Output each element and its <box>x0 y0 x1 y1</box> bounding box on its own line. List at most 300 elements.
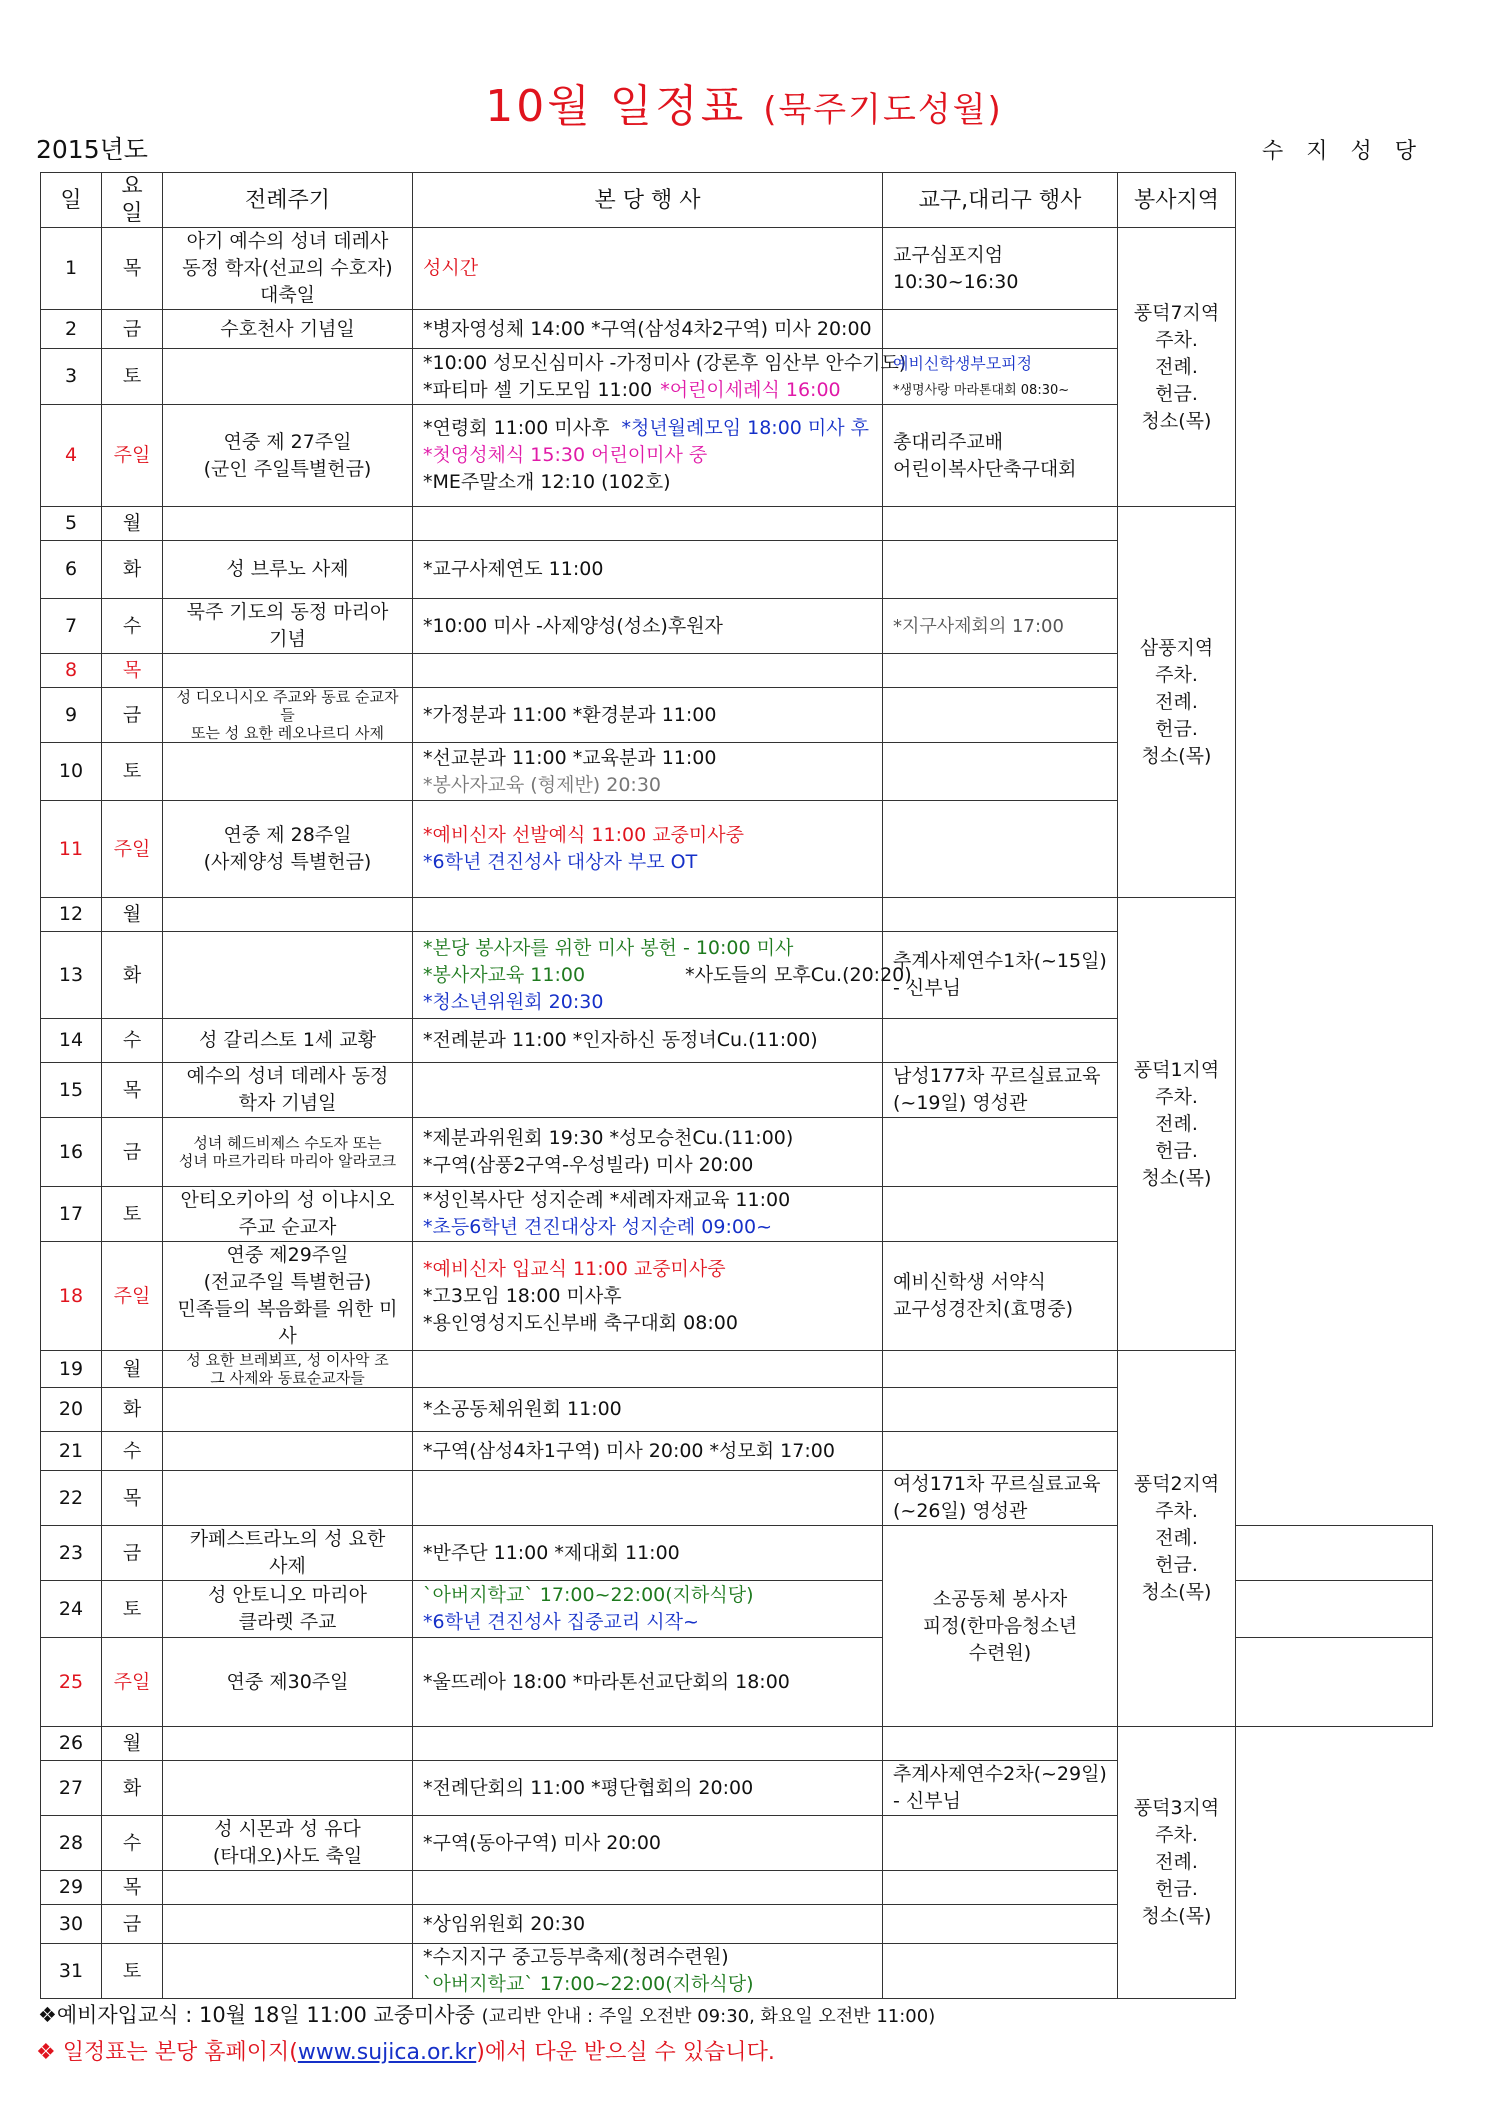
day-cell: 14 <box>41 1019 102 1063</box>
event-line: *어린이세례식 16:00 <box>660 378 841 401</box>
service-duty: 청소(목) <box>1141 1166 1212 1189</box>
service-duty: 주차. <box>1155 1085 1198 1108</box>
liturgy-cell <box>163 1118 413 1187</box>
liturgy-line: 성 갈리스토 1세 교황 <box>198 1029 377 1051</box>
day-cell: 10 <box>41 743 102 801</box>
liturgy-line: 연중 제 27주일 <box>223 430 352 453</box>
parish-events-cell <box>413 1242 883 1351</box>
diocese-events-cell <box>883 599 1118 654</box>
event-line: 성시간 <box>423 257 479 279</box>
day-cell: 5 <box>41 507 102 541</box>
diocese-events-cell <box>883 1063 1118 1118</box>
parish-events-cell <box>413 599 883 654</box>
event-line: *구역(삼성4차1구역) 미사 20:00 *성모회 17:00 <box>423 1439 835 1462</box>
weekday-cell: 목 <box>102 1471 163 1526</box>
weekday-cell: 목 <box>102 654 163 688</box>
liturgy-line: (사제양성 특별헌금) <box>203 851 372 873</box>
parish-events-cell <box>413 1187 883 1242</box>
liturgy-line: (군인 주일특별헌금) <box>203 457 372 480</box>
service-area-cell <box>1118 507 1236 898</box>
parish-events-cell <box>413 1871 883 1905</box>
liturgy-line: 성 시몬과 성 유다 <box>214 1818 361 1840</box>
event-line: *전례단회의 11:00 *평단협회의 20:00 <box>423 1776 754 1799</box>
diocese-events-cell <box>883 801 1118 898</box>
diocese-events-cell <box>883 1944 1118 1999</box>
day-cell: 18 <box>41 1242 102 1351</box>
parish-events-cell <box>413 1019 883 1063</box>
diocese-events-cell <box>1236 1581 1433 1638</box>
diocese-events-cell <box>883 349 1118 405</box>
header-service-area: 봉사지역 <box>1118 173 1236 228</box>
day-cell: 20 <box>41 1388 102 1432</box>
diocese-line: 추계사제연수1차(~15일) <box>893 950 1107 972</box>
diocese-events-cell <box>883 932 1118 1019</box>
liturgy-cell <box>163 1242 413 1351</box>
liturgy-line: 클라렛 주교 <box>238 1611 337 1633</box>
parish-events-cell <box>413 349 907 405</box>
diocese-events-cell <box>883 1351 1118 1388</box>
service-duty: 헌금. <box>1155 1139 1198 1162</box>
liturgy-cell <box>163 743 413 801</box>
footer-download-prefix: ❖ 일정표는 본당 홈페이지( <box>36 2040 298 2065</box>
liturgy-cell <box>163 1187 413 1242</box>
weekday-cell: 금 <box>102 1526 163 1581</box>
event-line-group <box>423 415 872 442</box>
liturgy-cell <box>163 1761 413 1816</box>
liturgy-cell <box>163 1905 413 1944</box>
day-cell: 9 <box>41 688 102 743</box>
event-line: *전례분과 11:00 *인자하신 동정녀Cu.(11:00) <box>423 1029 818 1051</box>
event-line: *구역(삼풍2구역-우성빌라) 미사 20:00 <box>423 1154 754 1176</box>
liturgy-cell <box>163 349 413 405</box>
liturgy-line: 연중 제30주일 <box>226 1670 349 1693</box>
diocese-line: 예비신학생부모피정 <box>893 353 1033 373</box>
service-duty: 전례. <box>1155 690 1198 713</box>
day-cell: 15 <box>41 1063 102 1118</box>
header-diocese-events: 교구,대리구 행사 <box>883 173 1118 228</box>
header-liturgy: 전례주기 <box>163 173 413 228</box>
event-line: *고3모임 18:00 미사후 <box>423 1284 622 1307</box>
liturgy-cell <box>163 1471 413 1526</box>
parish-events-cell <box>413 1526 883 1581</box>
day-cell: 1 <box>41 228 102 310</box>
event-line: *사도들의 모후Cu.(20:20) <box>685 963 912 986</box>
liturgy-cell <box>163 1432 413 1471</box>
day-cell: 11 <box>41 801 102 898</box>
liturgy-line: (타대오)사도 축일 <box>212 1845 363 1867</box>
diocese-events-cell <box>883 688 1118 743</box>
parish-events-cell <box>413 310 883 349</box>
liturgy-cell <box>163 1581 413 1638</box>
service-duty: 주차. <box>1155 328 1198 351</box>
parish-events-cell <box>413 1761 883 1816</box>
parish-events-cell <box>413 654 883 688</box>
title-main: 10월 일정표 <box>485 81 747 132</box>
weekday-cell: 주일 <box>102 405 163 507</box>
day-cell: 28 <box>41 1816 102 1871</box>
weekday-cell: 금 <box>102 688 163 743</box>
parish-events-cell <box>413 1727 883 1761</box>
weekday-cell: 화 <box>102 1388 163 1432</box>
diocese-events-cell <box>883 1871 1118 1905</box>
diocese-events-cell <box>883 405 1118 507</box>
event-line-group <box>423 377 872 404</box>
day-cell: 26 <box>41 1727 102 1761</box>
weekday-cell: 금 <box>102 1905 163 1944</box>
parish-events-cell <box>413 801 883 898</box>
event-line: *구역(동아구역) 미사 20:00 <box>423 1831 661 1854</box>
church-name: 수 지 성 당 <box>1262 139 1424 164</box>
diocese-events-cell <box>883 1019 1118 1063</box>
weekday-cell: 토 <box>102 743 163 801</box>
header-day: 일 <box>41 173 102 228</box>
schedule-body <box>41 228 1433 1999</box>
weekday-cell: 목 <box>102 1063 163 1118</box>
service-area-name: 풍덕7지역 <box>1133 301 1220 324</box>
diocese-events-cell <box>883 1761 1118 1816</box>
service-duty: 헌금. <box>1155 1878 1198 1900</box>
event-line: *수지지구 중고등부축제(청려수련원) <box>423 1946 729 1968</box>
diocese-events-cell <box>883 1118 1118 1187</box>
day-cell: 30 <box>41 1905 102 1944</box>
liturgy-line: 학자 기념일 <box>238 1092 337 1114</box>
service-area-cell <box>1118 228 1236 507</box>
liturgy-cell <box>163 1816 413 1871</box>
event-line: *상임위원회 20:30 <box>423 1912 586 1935</box>
event-line: *연령회 11:00 미사후 <box>423 417 610 439</box>
liturgy-line: 아기 예수의 성녀 데레사 <box>186 230 389 252</box>
liturgy-line: 기념 <box>269 628 306 650</box>
diocese-line: 추계사제연수2차(~29일) <box>893 1763 1107 1785</box>
day-cell: 19 <box>41 1351 102 1388</box>
event-line: *제분과위원회 19:30 *성모승천Cu.(11:00) <box>423 1127 794 1149</box>
event-line: *선교분과 11:00 *교육분과 11:00 <box>423 746 717 769</box>
diocese-line: - 신부님 <box>893 977 961 999</box>
service-duty: 청소(목) <box>1141 1905 1212 1927</box>
year-label: 2015년도 <box>36 135 148 164</box>
liturgy-line: 성녀 마르가리타 마리아 알라코크 <box>178 1152 397 1170</box>
diocese-events-cell <box>883 743 1118 801</box>
diocese-events-cell <box>883 1471 1118 1526</box>
diocese-events-cell <box>1236 1526 1433 1581</box>
weekday-cell: 월 <box>102 507 163 541</box>
diocese-line: 어린이복사단축구대회 <box>893 457 1077 480</box>
day-cell: 31 <box>41 1944 102 1999</box>
footer-notice <box>38 1999 935 2029</box>
table-row <box>41 1727 1433 1761</box>
service-duty: 전례. <box>1155 355 1198 378</box>
liturgy-line: 성 디오니시오 주교와 동료 순교자들 <box>176 688 399 724</box>
event-line: *가정분과 11:00 *환경분과 11:00 <box>423 703 717 726</box>
service-duty: 청소(목) <box>1141 744 1212 767</box>
event-line: *반주단 11:00 *제대회 11:00 <box>423 1541 680 1564</box>
weekday-cell: 목 <box>102 228 163 310</box>
service-duty: 헌금. <box>1155 382 1198 405</box>
liturgy-line: 그 사제와 동료순교자들 <box>210 1369 365 1387</box>
weekday-cell: 월 <box>102 1351 163 1388</box>
diocese-events-cell <box>883 1816 1118 1871</box>
day-cell: 6 <box>41 541 102 599</box>
parish-events-cell <box>413 1063 883 1118</box>
liturgy-cell <box>163 932 413 1019</box>
event-line: *ME주말소개 12:10 (102호) <box>423 471 671 493</box>
diocese-events-cell <box>883 654 1118 688</box>
liturgy-line: 연중 제29주일 <box>226 1244 349 1266</box>
service-duty: 헌금. <box>1155 717 1198 740</box>
diocese-events-cell <box>1236 1638 1433 1727</box>
weekday-cell: 금 <box>102 310 163 349</box>
service-area-name: 삼풍지역 <box>1139 636 1214 659</box>
service-duty: 주차. <box>1155 663 1198 686</box>
event-line: *교구사제연도 11:00 <box>423 558 604 580</box>
diocese-events-cell <box>883 541 1118 599</box>
table-header-row <box>41 173 1433 228</box>
liturgy-line: 연중 제 28주일 <box>223 824 352 846</box>
liturgy-cell <box>163 1063 413 1118</box>
diocese-line: - 신부님 <box>893 1790 961 1812</box>
service-area-name: 풍덕2지역 <box>1133 1473 1220 1495</box>
diocese-line: (~19일) 영성관 <box>893 1092 1028 1114</box>
parish-events-cell <box>413 1388 883 1432</box>
table-row <box>41 507 1433 541</box>
schedule-table <box>40 172 1433 1999</box>
liturgy-line: 성 요한 브레뵈프, 성 이사악 조 <box>186 1351 389 1369</box>
diocese-events-cell <box>883 1242 1118 1351</box>
event-line: *본당 봉사자를 위한 미사 봉헌 - 10:00 미사 <box>423 936 794 959</box>
parish-events-cell <box>413 1905 883 1944</box>
event-line: *초등6학년 견진대상자 성지순례 09:00~ <box>423 1216 772 1238</box>
parish-events-cell <box>413 405 883 507</box>
event-line: *첫영성체식 15:30 어린이미사 중 <box>423 444 708 466</box>
day-cell: 29 <box>41 1871 102 1905</box>
weekday-cell: 화 <box>102 541 163 599</box>
liturgy-cell <box>163 898 413 932</box>
weekday-cell: 토 <box>102 1187 163 1242</box>
weekday-cell: 수 <box>102 599 163 654</box>
event-line: *봉사자교육 11:00 <box>423 963 586 986</box>
service-duty: 전례. <box>1155 1112 1198 1135</box>
liturgy-line: 대축일 <box>259 284 316 306</box>
weekday-cell: 수 <box>102 1019 163 1063</box>
footer-download-notice <box>36 2035 775 2066</box>
event-line: *6학년 견진성사 대상자 부모 OT <box>423 851 698 873</box>
day-cell: 22 <box>41 1471 102 1526</box>
liturgy-cell <box>163 1727 413 1761</box>
parish-events-cell <box>413 688 883 743</box>
title-subtitle: (묵주기도성월) <box>763 90 1003 130</box>
table-row <box>41 898 1433 932</box>
diocese-line: *지구사제회의 17:00 <box>893 615 1064 637</box>
weekday-cell: 목 <box>102 1871 163 1905</box>
day-cell: 23 <box>41 1526 102 1581</box>
liturgy-cell <box>163 1526 413 1581</box>
liturgy-cell <box>163 1944 413 1999</box>
event-line: `아버지학교` 17:00~22:00(지하식당) <box>423 1584 754 1606</box>
parish-events-cell <box>413 507 883 541</box>
service-area-name: 풍덕1지역 <box>1133 1058 1220 1081</box>
diocese-events-cell <box>883 1187 1118 1242</box>
day-cell: 3 <box>41 349 102 405</box>
diocese-line: 여성171차 꾸르실료교육 <box>893 1473 1101 1495</box>
day-cell: 13 <box>41 932 102 1019</box>
day-cell: 17 <box>41 1187 102 1242</box>
weekday-cell: 수 <box>102 1432 163 1471</box>
parish-events-cell <box>413 1816 883 1871</box>
liturgy-line: 예수의 성녀 데레사 동정 <box>186 1065 389 1087</box>
liturgy-cell <box>163 541 413 599</box>
day-cell: 12 <box>41 898 102 932</box>
weekday-cell: 수 <box>102 1816 163 1871</box>
service-duty: 전례. <box>1155 1851 1198 1873</box>
day-cell: 7 <box>41 599 102 654</box>
diocese-events-cell <box>883 1727 1118 1761</box>
liturgy-line: 수호천사 기념일 <box>220 317 355 340</box>
weekday-cell: 주일 <box>102 801 163 898</box>
day-cell: 16 <box>41 1118 102 1187</box>
service-area-cell <box>1118 898 1236 1351</box>
weekday-cell: 화 <box>102 1761 163 1816</box>
footer-download-suffix: )에서 다운 받으실 수 있습니다. <box>476 2040 775 2065</box>
service-duty: 청소(목) <box>1141 1581 1212 1603</box>
liturgy-line: 안티오키아의 성 이냐시오 <box>180 1189 395 1211</box>
liturgy-cell <box>163 688 413 743</box>
liturgy-cell <box>163 801 413 898</box>
liturgy-line: (전교주일 특별헌금) <box>203 1271 372 1293</box>
service-duty: 주차. <box>1155 1500 1198 1522</box>
page-title <box>0 70 1488 134</box>
day-cell: 21 <box>41 1432 102 1471</box>
event-line: *10:00 성모신심미사 -가정미사 (강론후 임산부 안수기도) <box>423 351 907 374</box>
liturgy-cell <box>163 654 413 688</box>
event-line: *성인복사단 성지순례 *세례자재교육 11:00 <box>423 1189 791 1211</box>
header-weekday: 요일 <box>102 173 163 228</box>
diocese-line: *생명사랑 마라톤대회 08:30~ <box>893 382 1070 398</box>
diocese-line: (~26일) 영성관 <box>893 1500 1028 1522</box>
day-cell: 27 <box>41 1761 102 1816</box>
side-event-line: 소공동체 봉사자 <box>932 1587 1068 1610</box>
service-area-cell <box>1118 1727 1236 1999</box>
diocese-line: 교구성경잔치(효명중) <box>893 1298 1074 1320</box>
event-line: *소공동체위원회 11:00 <box>423 1398 622 1420</box>
parish-events-cell <box>413 541 883 599</box>
service-duty: 주차. <box>1155 1824 1198 1846</box>
liturgy-line: 또는 성 요한 레오나르디 사제 <box>191 724 384 742</box>
event-line: *예비신자 입교식 11:00 교중미사중 <box>423 1257 726 1280</box>
event-line: *병자영성체 14:00 *구역(삼성4차2구역) 미사 20:00 <box>423 317 872 340</box>
day-cell: 2 <box>41 310 102 349</box>
footer-notice-main: ❖예비자입교식 : 10월 18일 11:00 교중미사중 <box>38 2003 475 2027</box>
diocese-line: 예비신학생 서약식 <box>893 1271 1046 1293</box>
event-line: *청년월례모임 18:00 미사 후 <box>621 417 870 439</box>
diocese-events-cell <box>883 898 1118 932</box>
diocese-line: 남성177차 꾸르실료교육 <box>893 1065 1101 1087</box>
diocese-events-cell <box>883 1388 1118 1432</box>
liturgy-cell <box>163 507 413 541</box>
liturgy-cell <box>163 599 413 654</box>
weekday-cell: 월 <box>102 898 163 932</box>
liturgy-cell <box>163 310 413 349</box>
weekday-cell: 토 <box>102 1944 163 1999</box>
liturgy-cell <box>163 405 413 507</box>
parish-events-cell <box>413 1581 883 1638</box>
liturgy-line: 카페스트라노의 성 요한 <box>189 1528 386 1550</box>
liturgy-cell <box>163 228 413 310</box>
header-parish-events: 본 당 행 사 <box>413 173 883 228</box>
day-cell: 4 <box>41 405 102 507</box>
parish-events-cell <box>413 228 883 310</box>
liturgy-cell <box>163 1019 413 1063</box>
diocese-events-cell <box>883 1905 1118 1944</box>
parish-events-cell <box>413 1944 883 1999</box>
event-line: *10:00 미사 -사제양성(성소)후원자 <box>423 614 723 637</box>
weekday-cell: 월 <box>102 1727 163 1761</box>
event-line: *용인영성지도신부배 축구대회 08:00 <box>423 1311 738 1334</box>
event-line: *봉사자교육 (형제반) 20:30 <box>423 773 661 796</box>
diocese-line: 총대리주교배 <box>893 430 1004 453</box>
parish-events-cell <box>413 1471 883 1526</box>
service-area-name: 풍덕3지역 <box>1133 1797 1220 1819</box>
event-line: *6학년 견진성사 집중교리 시작~ <box>423 1611 699 1633</box>
liturgy-line: 민족들의 복음화를 위한 미사 <box>177 1298 398 1347</box>
liturgy-cell <box>163 1388 413 1432</box>
parish-events-cell <box>413 932 912 1019</box>
day-cell: 24 <box>41 1581 102 1638</box>
weekday-cell: 주일 <box>102 1242 163 1351</box>
liturgy-cell <box>163 1351 413 1388</box>
homepage-link[interactable]: www.sujica.or.kr <box>297 2040 477 2065</box>
parish-events-cell <box>413 1432 883 1471</box>
parish-events-cell <box>413 1351 883 1388</box>
liturgy-line: 사제 <box>269 1555 306 1577</box>
liturgy-line: 동정 학자(선교의 수호자) <box>182 257 393 279</box>
parish-events-cell <box>413 1638 883 1727</box>
event-line-group <box>423 962 912 989</box>
parish-events-cell <box>413 898 883 932</box>
service-duty: 전례. <box>1155 1527 1198 1549</box>
parish-events-cell <box>413 743 883 801</box>
weekday-cell: 토 <box>102 349 163 405</box>
event-line: *예비신자 선발예식 11:00 교중미사중 <box>423 824 744 846</box>
day-cell: 8 <box>41 654 102 688</box>
side-event-cell <box>883 1526 1118 1727</box>
event-line: *청소년위원회 20:30 <box>423 990 604 1013</box>
diocese-events-cell <box>883 1432 1118 1471</box>
diocese-events-cell <box>883 507 1118 541</box>
liturgy-line: 주교 순교자 <box>238 1216 337 1238</box>
footer-notice-note: (교리반 안내 : 주일 오전반 09:30, 화요일 오전반 11:00) <box>481 2006 936 2027</box>
diocese-events-cell <box>883 310 1118 349</box>
liturgy-cell <box>163 1638 413 1727</box>
event-line: *파티마 셀 기도모임 11:00 <box>423 378 653 401</box>
event-line: `아버지학교` 17:00~22:00(지하식당) <box>423 1973 754 1995</box>
diocese-events-cell <box>883 228 1118 310</box>
day-cell: 25 <box>41 1638 102 1727</box>
table-row <box>41 1351 1433 1388</box>
service-duty: 청소(목) <box>1141 409 1212 432</box>
liturgy-cell <box>163 1871 413 1905</box>
liturgy-line: 성녀 헤드비제스 수도자 또는 <box>193 1134 382 1152</box>
service-duty: 헌금. <box>1155 1554 1198 1576</box>
liturgy-line: 성 브루노 사제 <box>226 558 349 580</box>
weekday-cell: 금 <box>102 1118 163 1187</box>
table-row <box>41 228 1433 310</box>
liturgy-line: 묵주 기도의 동정 마리아 <box>186 601 389 623</box>
weekday-cell: 토 <box>102 1581 163 1638</box>
liturgy-line: 성 안토니오 마리아 <box>208 1584 367 1606</box>
side-event-line: 피정(한마음청소년 <box>922 1614 1078 1637</box>
weekday-cell: 화 <box>102 932 163 1019</box>
diocese-line: 교구심포지엄10:30~16:30 <box>893 243 1019 293</box>
